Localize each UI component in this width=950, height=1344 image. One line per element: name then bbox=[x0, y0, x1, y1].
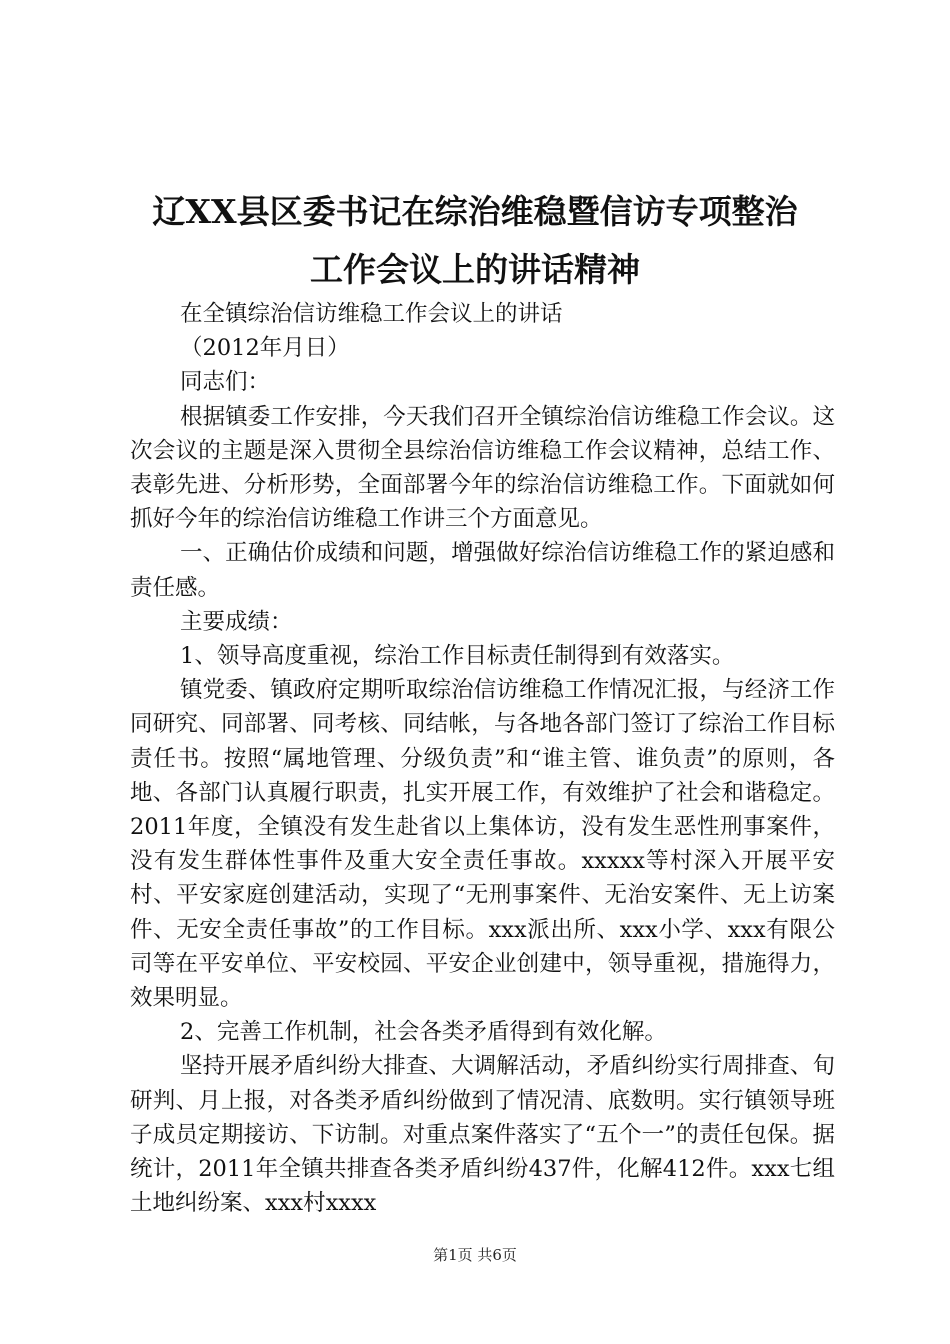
paragraph-intro: 根据镇委工作安排，今天我们召开全镇综治信访维稳工作会议。这次会议的主题是深入贯彻全县综治信访维稳工作会议精神，总结工作、表彰先进、分析形势，全面部署今年的综治信访维稳工作。下面就如何抓好今年的综治信访维稳工作讲三个方面意见。 bbox=[130, 403, 835, 533]
title-line-1: 辽XX县区委书记在综治维稳暨信访专项整治 bbox=[152, 192, 798, 231]
paragraph-date: （2012年月日） bbox=[180, 335, 350, 362]
paragraph-item-2-heading: 2、完善工作机制，社会各类矛盾得到有效化解。 bbox=[180, 1019, 667, 1046]
paragraph-item-1-body: 镇党委、镇政府定期听取综治信访维稳工作情况汇报，与经济工作同研究、同部署、同考核、同结帐，与各地各部门签订了综治工作目标责任书。按照“属地管理、分级负责”和“谁主管、谁负责”的原则，各地、各部门认真履行职责，扎实开展工作，有效维护了社会和谐稳定。2011年度，全镇没有发生赴省以上集体访，没有发生恶性刑事案件，没有发生群体性事件及重大安全责任事故。xxxxx等村深入开展平安村、平安家庭创建活动，实现了“无刑事案件、无治安案件、无上访案件、无安全责任事故”的工作目标。xxx派出所、xxx小学、xxx有限公司等在平安单位、平安校园、平安企业创建中，领导重视，措施得力，效果明显。 bbox=[130, 677, 835, 1012]
paragraph-speech-title: 在全镇综治信访维稳工作会议上的讲话 bbox=[180, 301, 563, 327]
paragraph-main-achievements: 主要成绩： bbox=[180, 608, 293, 635]
page-footer: 第1页 共6页 bbox=[433, 1246, 517, 1264]
paragraph-salutation: 同志们： bbox=[180, 369, 271, 396]
title-line-2: 工作会议上的讲话精神 bbox=[310, 250, 640, 289]
document-body bbox=[130, 297, 835, 1220]
paragraph-item-1-heading: 1、领导高度重视，综治工作目标责任制得到有效落实。 bbox=[180, 643, 735, 670]
paragraph-item-2-body: 坚持开展矛盾纠纷大排查、大调解活动，矛盾纠纷实行周排查、旬研判、月上报，对各类矛盾纠纷做到了情况清、底数明。实行镇领导班子成员定期接访、下访制。对重点案件落实了“五个一”的责任包保。据统计，2011年全镇共排查各类矛盾纠纷437件，化解412件。xxx七组土地纠纷案、xxx村xxxx bbox=[130, 1053, 835, 1217]
document-title bbox=[120, 183, 830, 299]
paragraph-section-heading-1: 一、正确估价成绩和问题，增强做好综治信访维稳工作的紧迫感和责任感。 bbox=[130, 540, 835, 601]
